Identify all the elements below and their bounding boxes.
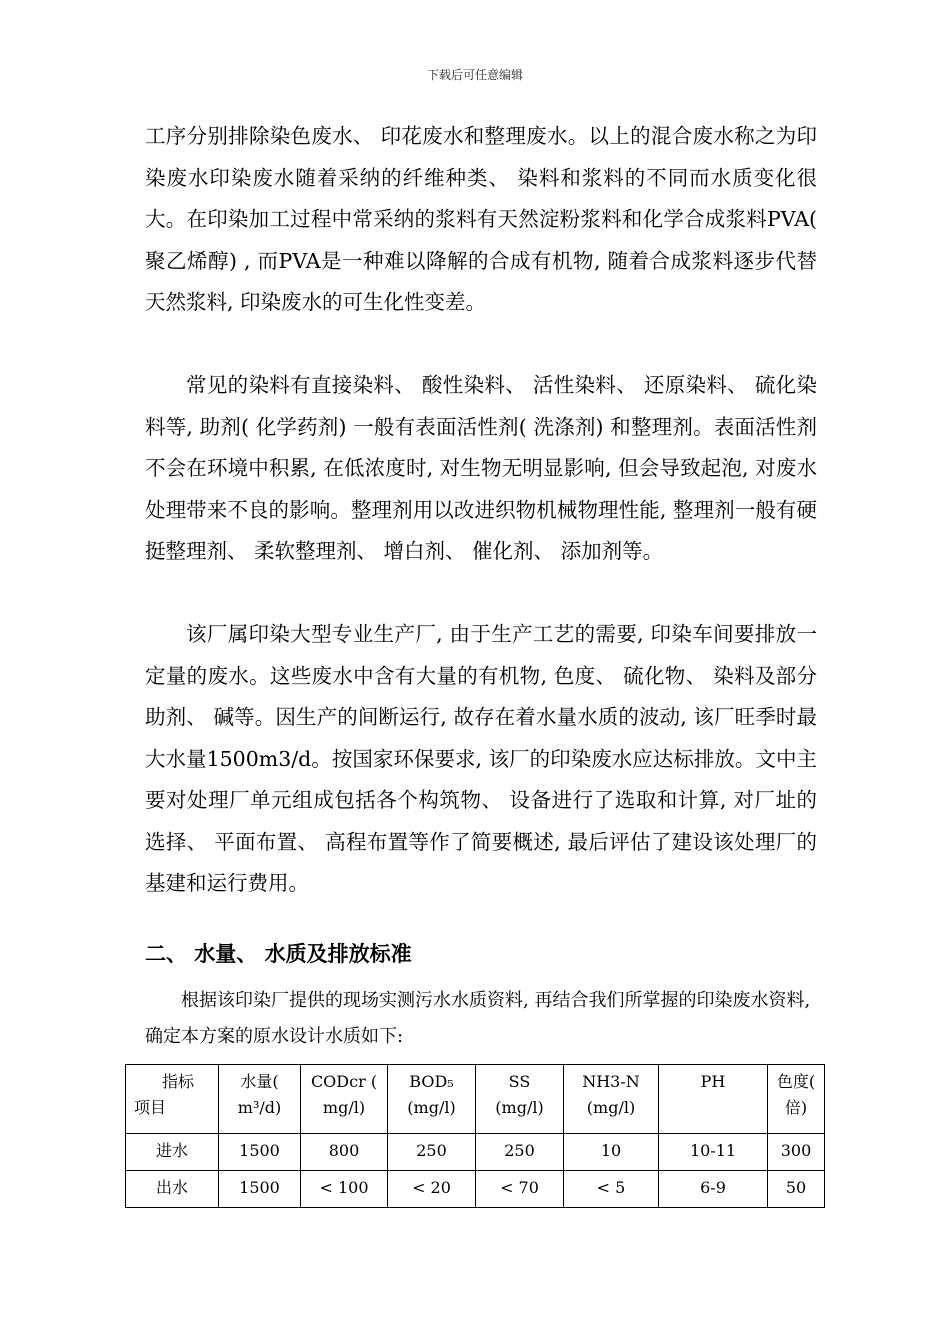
table-row xyxy=(126,1134,825,1171)
table-cell: 10-11 xyxy=(659,1134,768,1171)
header-cell xyxy=(476,1065,564,1134)
corner-bottom-label: 项目 xyxy=(134,1098,167,1117)
header-cell xyxy=(388,1065,476,1134)
paragraph-2: 常见的染料有直接染料、 酸性染料、 活性染料、 还原染料、 硫化染料等, 助剂( 化学药剂) 一般有表面活性剂( 洗涤剂) 和整理剂。表面活性剂不会在环境中积累, 在低浓度时, 对生物无明显影响, 但会导致起泡, 对废水处理带来不良的影响。整理剂用以改进织物机械物理性能, 整理剂一般有硬挺整理剂、 柔软整理剂、 增白剂、 催化剂、 添加剂等。 xyxy=(145,373,817,563)
table-cell: < 20 xyxy=(388,1171,476,1208)
table-cell: 300 xyxy=(768,1134,825,1171)
table-cell: 10 xyxy=(564,1134,659,1171)
header-line-1: SS xyxy=(508,1072,531,1091)
section-heading: 二、 水量、 水质及排放标准 xyxy=(145,942,412,966)
header-line-2: 倍) xyxy=(784,1098,808,1117)
table-cell: < 100 xyxy=(301,1171,388,1208)
header-cell xyxy=(659,1065,768,1134)
header-line-1: BOD₅ xyxy=(409,1072,454,1091)
table-cell: 1500 xyxy=(219,1171,301,1208)
header-cell xyxy=(219,1065,301,1134)
table-cell: 800 xyxy=(301,1134,388,1171)
header-note: 下载后可任意编辑 xyxy=(426,68,523,82)
table-cell: 250 xyxy=(388,1134,476,1171)
paragraph-1: 工序分别排除染色废水、 印花废水和整理废水。以上的混合废水称之为印染废水印染废水随着采纳的纤维种类、 染料和浆料的不同而水质变化很大。在印染加工过程中常采纳的浆料有天然淀粉浆料和化学合成浆料PVA( 聚乙烯醇) , 而PVA是一种难以降解的合成有机物, 随着合成浆料逐步代替天然浆料, 印染废水的可生化性变差。 xyxy=(145,124,817,314)
table-header-row xyxy=(126,1065,825,1134)
header-line-2: m³/d) xyxy=(237,1098,282,1117)
header-cell xyxy=(564,1065,659,1134)
intro-paragraph: 根据该印染厂提供的现场实测污水水质资料, 再结合我们所掌握的印染废水资料, 确定本方案的原水设计水质如下: xyxy=(145,990,811,1047)
header-line-2: (mg/l) xyxy=(586,1098,636,1117)
header-cell xyxy=(301,1065,388,1134)
table-cell: 50 xyxy=(768,1171,825,1208)
header-line-1: CODcr ( xyxy=(310,1072,378,1091)
corner-top-label: 指标 xyxy=(162,1072,195,1091)
header-line-2: (mg/l) xyxy=(495,1098,544,1117)
header-line-2: (mg/l) xyxy=(407,1098,456,1117)
header-line-1: 色度( xyxy=(776,1072,816,1091)
table-cell: 6-9 xyxy=(659,1171,768,1208)
table-row xyxy=(126,1171,825,1208)
row-label: 出水 xyxy=(126,1171,219,1208)
water-quality-table xyxy=(125,1064,825,1208)
header-line-2: mg/l) xyxy=(322,1098,366,1117)
header-line-1: 水量( xyxy=(240,1072,279,1091)
header-line-1: NH3-N xyxy=(582,1072,640,1091)
corner-cell xyxy=(126,1065,219,1134)
table-cell: 1500 xyxy=(219,1134,301,1171)
header-line-1: PH xyxy=(700,1072,726,1091)
table-cell: 250 xyxy=(476,1134,564,1171)
row-label: 进水 xyxy=(126,1134,219,1171)
table-cell: < 70 xyxy=(476,1171,564,1208)
table-cell: < 5 xyxy=(564,1171,659,1208)
paragraph-3: 该厂属印染大型专业生产厂, 由于生产工艺的需要, 印染车间要排放一定量的废水。这些废水中含有大量的有机物, 色度、 硫化物、 染料及部分助剂、 碱等。因生产的间断运行, 故存在着水量水质的波动, 该厂旺季时最大水量1500m3/d。按国家环保要求, 该厂的印染废水应达标排放。文中主要对处理厂单元组成包括各个构筑物、 设备进行了选取和计算, 对厂址的选择、 平面布置、 高程布置等作了简要概述, 最后评估了建设该处理厂的基建和运行费用。 xyxy=(145,622,817,895)
header-cell xyxy=(768,1065,825,1134)
